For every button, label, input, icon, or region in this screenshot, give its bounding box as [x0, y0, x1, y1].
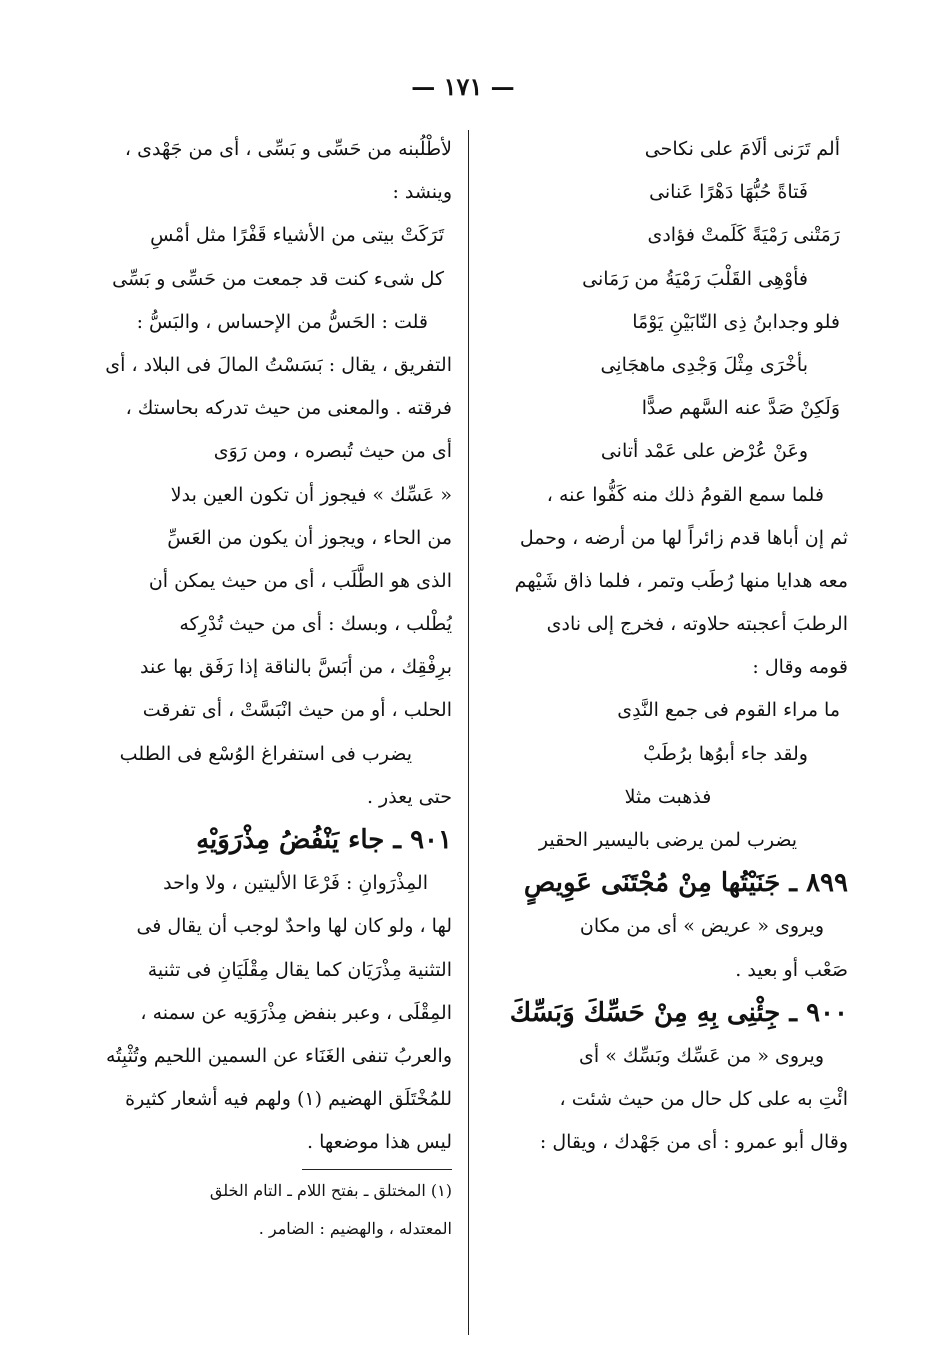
text-line: المِقْلَى ، وعبر بنفض مِذْرَوَيه عن سمنه ،: [140, 1001, 452, 1024]
right-column: [488, 128, 848, 1165]
text-line: ويروى « عريض » أى من مكان: [579, 915, 824, 938]
text-line: كل شىء كنت قد جمعت من حَسِّى و بَسِّى: [112, 267, 444, 290]
proverb-heading: ٩٠٠ ـ جِئْنِى بِهِ مِنْ حَسِّكَ وَبَسِّكَ: [509, 997, 848, 1028]
text-line: وينشد :: [392, 181, 452, 204]
text-line: ائْتِ به على كل حال من حيث شئت ،: [559, 1088, 848, 1111]
text-line: حتى يعذر .: [366, 785, 452, 808]
column-divider: [468, 130, 469, 1335]
footnote-line: (١) المختلق ـ بفتح اللام ـ التام الخلق: [209, 1180, 452, 1200]
text-line: وقال أبو عمرو : أى من جَهْدك ، ويقال :: [539, 1131, 848, 1154]
text-line: يُطْلب ، وبسك : أى من حيث تُدْرِكه: [179, 613, 452, 636]
text-line: أى من حيث تُبصره ، ومن رَوَى: [213, 440, 452, 463]
footnote-line: المعتدله ، والهضيم : الضامر .: [258, 1218, 452, 1238]
text-line: للمُخْتَلَق الهضيم (١) ولهم فيه أشعار كثيرة: [125, 1088, 452, 1111]
text-line: ولقد جاء أبوُها برُطَبْ: [643, 742, 808, 765]
text-line: فأوْهِى القَلْبَ رَمْيَةُ من رَمَانى: [582, 267, 808, 290]
text-line: فَتاةً حُبُّهَا دَهْرًا عَنانى: [649, 181, 808, 204]
text-line: التفريق ، يقال : بَسَسْتُ المالَ فى البلاد ، أى: [105, 353, 452, 376]
text-line: المِذْرَوانِ : فَرْعَا الأليتين ، ولا واحد: [163, 872, 428, 895]
text-line: ليس هذا موضعها .: [306, 1131, 452, 1154]
text-line: صَعْب أو بعيد .: [735, 958, 848, 981]
text-line: بأخْرَى مِثْلَ وَجْدِى ماهجَانِى: [600, 353, 808, 376]
text-line: معه هدايا منها رُطَب وتمر ، فلما ذاق شَيْهم: [514, 569, 848, 592]
text-line: فذهبت مثلا: [624, 785, 712, 808]
text-line: التثنية مِذْرَيَان كما يقال مِقْلَيَانِ فى تثنية: [147, 958, 452, 981]
text-line: قومه وقال :: [752, 656, 848, 679]
text-line: الذى هو الطَّلَب ، أى من حيث يمكن أن: [148, 569, 452, 592]
text-line: تَرَكَتْ بيتى من الأشياء قَفْرًا مثل أمْسِ: [150, 224, 444, 247]
proverb-heading: ٩٠١ ـ جاء يَنْفُضُ مِذْرَوَيْهِ: [196, 825, 452, 855]
text-line: ثم إن أباها قدم زائراً لها من أرضه ، وحمل: [519, 526, 848, 549]
text-line: ويروى « من عَسِّك وبَسِّك » أى: [579, 1044, 824, 1067]
text-line: الحلب ، أو من حيث انْبَسَّتْ ، أى تفرقت: [142, 699, 452, 722]
text-line: وعَنْ عُرْض على عَمْد أتانى: [600, 440, 808, 463]
text-line: لأطْلُبنه من حَسِّى و بَسِّى ، أى من جَهْدى ،: [124, 138, 452, 160]
text-line: « عَسِّك » فيجوز أن تكون العين بدلا: [170, 483, 452, 506]
text-line: يضرب لمن يرضى باليسير الحقير: [538, 829, 798, 851]
left-column: [86, 128, 452, 1248]
text-line: الرطبَ أعجبته حلاوته ، فخرج إلى نادى: [546, 613, 848, 636]
text-line: من الحاء ، ويجوز أن يكون من العَسِّ: [167, 526, 452, 549]
text-line: فرقته . والمعنى من حيث تدركه بحاستك ،: [125, 397, 452, 420]
text-line: فلما سمع القومُ ذلك منه كَفُّوا عنه ،: [546, 483, 824, 506]
text-line: ألم تَرَنى ألَامَ على نكاحى: [644, 138, 840, 160]
text-line: والعربُ تنفى الغَنَاء عن السمين اللحيم وتُثْبِتُه: [105, 1044, 452, 1067]
page-number: — ١٧١ —: [411, 72, 515, 101]
text-line: فلو وجدابنُ ذِى النّابَيْنِ يَوْمًا: [632, 310, 840, 333]
footnote-rule: [302, 1169, 452, 1170]
text-line: لها ، ولو كان لها واحدٌ لوجب أن يقال فى: [136, 915, 452, 938]
text-line: رَمَتْنى رَمْيَةً كَلَمتْ فؤادى: [647, 224, 840, 247]
text-line: يضرب فى استفراغ الوُسْع فى الطلب: [119, 742, 412, 765]
proverb-heading: ٨٩٩ ـ جَنَيْتُها مِنْ مُجْتَنَى عَوِيصٍ: [523, 868, 848, 899]
text-line: وَلَكِنْ صَدَّ عنه السَّهم صدًّا: [641, 397, 840, 420]
text-line: قلت : الحَسُّ من الإحساس ، والبَسُّ :: [136, 310, 428, 333]
text-line: ما مراء القوم فى جمع النَّدِى: [617, 699, 840, 722]
text-line: برِفْقِك ، من أبَسَّ بالناقة إذا رَفَق بها عند: [139, 656, 452, 679]
